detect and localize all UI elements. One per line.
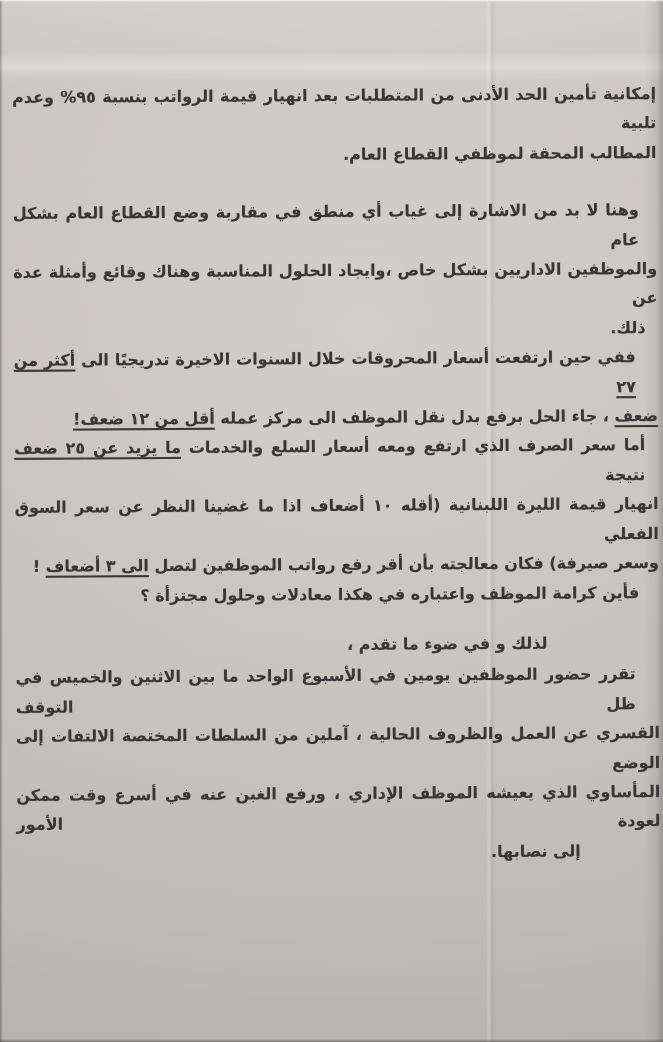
text-line xyxy=(15,548,659,581)
text-line xyxy=(16,777,660,840)
text-line xyxy=(15,628,659,661)
text-line xyxy=(17,836,661,869)
underlined-text: الى ٣ أضعاف xyxy=(45,556,149,576)
text-run: تقرر حضور الموظفين يومين في الأسبوع الواحد ما بين الاثنين والخميس في ظل التوقف xyxy=(15,664,636,717)
text-run: فأين كرامة الموظف واعتباره في هكذا معادلات وحلول مجتزأة ؟ xyxy=(140,582,640,605)
paragraph xyxy=(16,659,661,869)
paragraph xyxy=(13,195,658,346)
text-line xyxy=(12,138,656,171)
text-run: وسعر صيرفة) فكان معالجته بأن أقر رفع رواتب الموظفين لتصل xyxy=(148,553,660,576)
text-run: انهيار قيمة الليرة اللبنانية (أقله ١٠ أضعاف اذا ما غضينا النظر عن سعر السوق الفعلي xyxy=(14,494,659,544)
text-line xyxy=(12,79,656,142)
text-line xyxy=(13,254,657,317)
text-run: نتيجة xyxy=(605,464,646,485)
text-run: لذلك و في ضوء ما تقدم ، xyxy=(347,633,548,654)
paragraph xyxy=(15,577,659,610)
paragraph xyxy=(14,430,659,581)
paragraph xyxy=(14,342,659,434)
text-run: إمكانية تأمين الحد الأدنى من المتطلبات بعد انهيار قيمة الرواتب بنسبة ٩٥% وعدم تلبية xyxy=(12,83,657,133)
text-run: ! xyxy=(32,556,46,576)
text-run: المطالب المحقة لموظفي القطاع العام. xyxy=(342,142,657,164)
text-run: ففي حين ارتفعت أسعار المحروقات خلال السنوات الاخيرة تدريجيًا الى xyxy=(75,347,636,370)
text-run: والموظفين الاداريين بشكل خاص ،وايجاد الحلول المناسبة وهناك وقائع وأمثلة عدة عن xyxy=(13,259,658,308)
underlined-text: ما يزيد عن ٢٥ ضعف xyxy=(14,438,182,459)
underlined-text: ضعف xyxy=(614,406,659,426)
text-run: المأساوي الذي يعيشه الموظف الإداري ، ورفع الغبن عنه في أسرع وقت ممكن لعودة الأمور xyxy=(16,781,661,835)
text-line xyxy=(13,195,657,258)
underlined-text: أكثر من ٢٧ xyxy=(13,350,636,396)
underlined-text: أقل من ١٢ ضعف! xyxy=(73,408,215,429)
paragraph xyxy=(12,79,657,171)
text-line xyxy=(16,659,660,722)
document-text xyxy=(12,79,661,869)
text-run: إلى نصابها. xyxy=(490,841,581,861)
text-run: القسري عن العمل والظروف الحالية ، آملين من السلطات المختصة الالتفات إلى الوضع xyxy=(15,723,661,772)
text-line xyxy=(14,430,658,493)
text-run: وهنا لا بد من الاشارة إلى غياب أي منطق في مقاربة وضع القطاع العام بشكل عام xyxy=(12,200,640,249)
text-line xyxy=(16,718,660,781)
text-run: أما سعر الصرف الذي ارتفع ومعه أسعار السلع والخدمات xyxy=(180,435,646,458)
text-line xyxy=(15,577,659,610)
text-line xyxy=(15,489,659,552)
text-line xyxy=(14,342,658,405)
text-run: ، جاء الحل برفع بدل نقل الموظف الى مركز عمله xyxy=(214,406,615,428)
paragraph xyxy=(15,628,659,661)
text-run: ذلك. xyxy=(610,317,646,338)
text-line xyxy=(14,401,658,434)
text-line xyxy=(13,313,657,346)
